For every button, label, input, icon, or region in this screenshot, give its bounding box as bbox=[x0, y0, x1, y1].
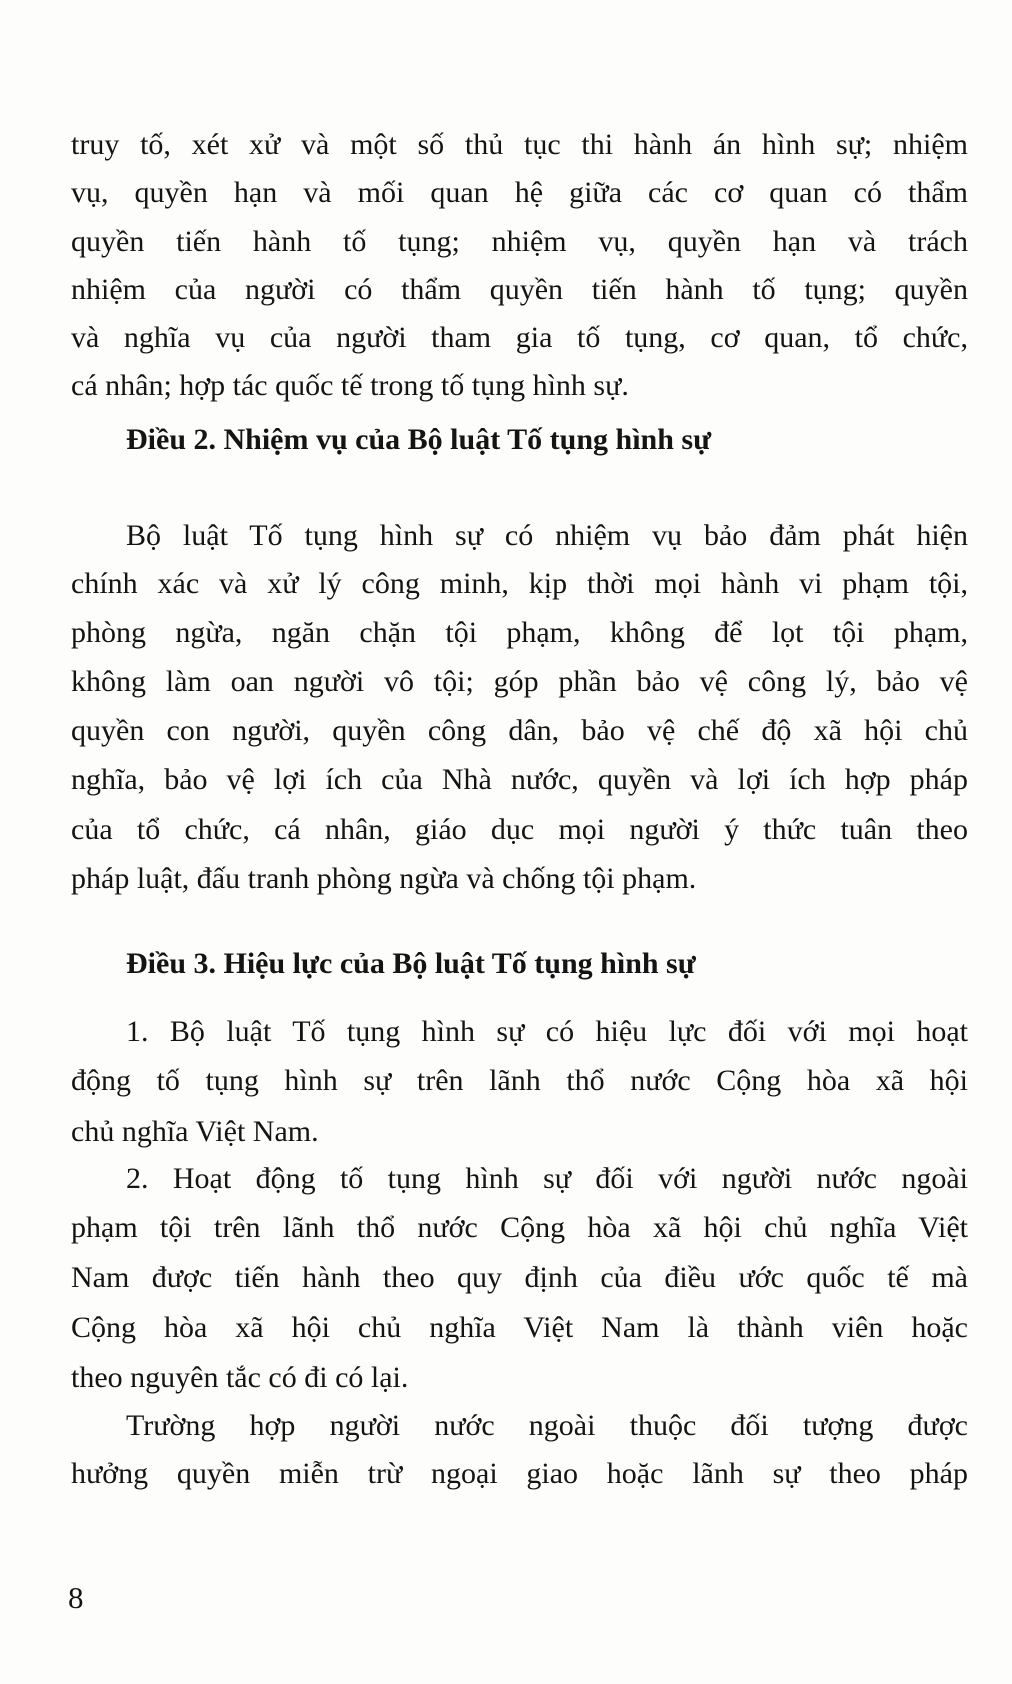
text-line: của tổ chức, cá nhân, giáo dục mọi người ý thức tuân theo bbox=[71, 813, 968, 846]
text-line: chính xác và xử lý công minh, kịp thời mọi hành vi phạm tội, bbox=[71, 567, 968, 600]
text-line: và nghĩa vụ của người tham gia tố tụng, cơ quan, tổ chức, bbox=[71, 321, 968, 354]
text-line: theo nguyên tắc có đi có lại. bbox=[71, 1361, 409, 1394]
text-line: Nam được tiến hành theo quy định của điều ước quốc tế mà bbox=[71, 1261, 968, 1294]
text-line: Cộng hòa xã hội chủ nghĩa Việt Nam là thành viên hoặc bbox=[71, 1311, 968, 1344]
text-line: hưởng quyền miễn trừ ngoại giao hoặc lãnh sự theo pháp bbox=[71, 1457, 968, 1490]
text-line: chủ nghĩa Việt Nam. bbox=[71, 1115, 319, 1148]
text-line: nhiệm của người có thẩm quyền tiến hành tố tụng; quyền bbox=[71, 273, 968, 306]
text-line: quyền con người, quyền công dân, bảo vệ chế độ xã hội chủ bbox=[71, 714, 968, 747]
text-line: phòng ngừa, ngăn chặn tội phạm, không để lọt tội phạm, bbox=[71, 616, 968, 649]
text-line: Trường hợp người nước ngoài thuộc đối tượng được bbox=[126, 1409, 968, 1442]
page-number: 8 bbox=[68, 1580, 84, 1615]
text-line: nghĩa, bảo vệ lợi ích của Nhà nước, quyền và lợi ích hợp pháp bbox=[71, 763, 968, 796]
text-line: pháp luật, đấu tranh phòng ngừa và chống tội phạm. bbox=[71, 862, 697, 895]
text-line: vụ, quyền hạn và mối quan hệ giữa các cơ quan có thẩm bbox=[71, 176, 968, 209]
text-line: phạm tội trên lãnh thổ nước Cộng hòa xã hội chủ nghĩa Việt bbox=[71, 1211, 968, 1244]
text-line: không làm oan người vô tội; góp phần bảo vệ công lý, bảo vệ bbox=[71, 665, 968, 698]
article-heading: Điều 3. Hiệu lực của Bộ luật Tố tụng hình sự bbox=[126, 947, 696, 980]
text-line: Bộ luật Tố tụng hình sự có nhiệm vụ bảo đảm phát hiện bbox=[126, 519, 968, 552]
text-line: 1. Bộ luật Tố tụng hình sự có hiệu lực đối với mọi hoạt bbox=[126, 1015, 968, 1048]
text-line: 2. Hoạt động tố tụng hình sự đối với người nước ngoài bbox=[126, 1162, 968, 1195]
text-line: quyền tiến hành tố tụng; nhiệm vụ, quyền hạn và trách bbox=[71, 225, 968, 258]
text-line: cá nhân; hợp tác quốc tế trong tố tụng hình sự. bbox=[71, 369, 629, 402]
article-heading: Điều 2. Nhiệm vụ của Bộ luật Tố tụng hình sự bbox=[126, 423, 712, 456]
text-line: động tố tụng hình sự trên lãnh thổ nước Cộng hòa xã hội bbox=[71, 1064, 968, 1097]
text-line: truy tố, xét xử và một số thủ tục thi hành án hình sự; nhiệm bbox=[71, 128, 968, 161]
